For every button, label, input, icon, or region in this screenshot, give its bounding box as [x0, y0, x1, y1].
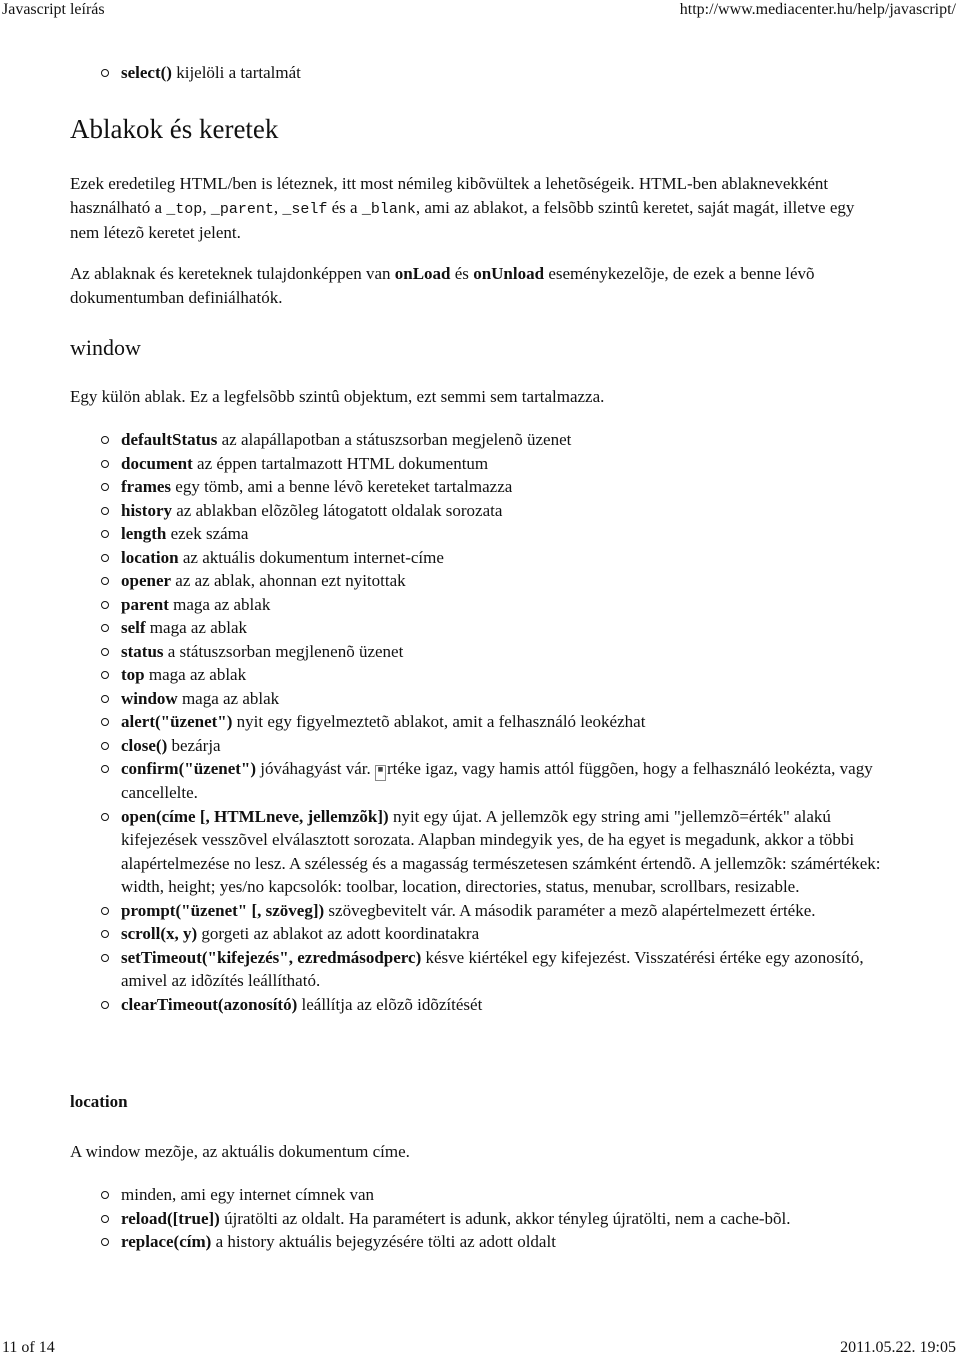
- list-item: [121, 663, 891, 687]
- item-desc: minden, ami egy internet címnek van: [121, 1185, 375, 1204]
- item-term: scroll(x, y): [121, 924, 198, 943]
- item-desc: az az ablak, ahonnan ezt nyitottak: [171, 571, 406, 590]
- sep: és: [450, 264, 474, 283]
- missing-glyph-icon: ■: [375, 765, 386, 781]
- item-term: clearTimeout(azonosító): [121, 994, 298, 1014]
- item-desc-continued: rtéke igaz, vagy hamis attól függõen, hogy a felhasználó leokézta, vagy cancellelte.: [121, 759, 873, 802]
- item-term: defaultStatus: [121, 430, 218, 449]
- item-desc: az éppen tartalmazott HTML dokumentum: [192, 453, 489, 473]
- item-desc: nyit egy újat. A jellemzõk egy string ami "jellemzõ=érték" alakú kifejezések vesszõvel elválasztott sorozata. Alapban mindegyik yes, de ha egyet is megadunk, akkor a többi alapértelmezése no lesz. A szélesség és a magasság természetesen számként értendõ. A jellemzõk: számértékek: width, height; yes/no kapcsolók: toolbar, location, directories, status, menubar, scrollbars, resizable.: [121, 806, 881, 896]
- section-intro-paragraph: [70, 172, 885, 245]
- item-term: replace(cím): [121, 1232, 212, 1251]
- item-desc: ezek száma: [166, 524, 249, 543]
- list-item: [121, 1230, 891, 1254]
- list-item: [121, 757, 891, 805]
- item-term: prompt("üzenet" [, szöveg]): [121, 900, 325, 920]
- events-text-end: eseménykezelõje, de ezek a benne lévõ dokumentumban definiálhatók.: [70, 264, 815, 307]
- list-item: [121, 593, 891, 617]
- item-term: alert("üzenet"): [121, 712, 233, 731]
- item-term: frames: [121, 477, 172, 496]
- item-term: close(): [121, 735, 168, 755]
- item-desc: az aktuális dokumentum internet-címe: [178, 547, 444, 567]
- list-item: [121, 546, 891, 570]
- item-desc: késve kiértékel egy kifejezést. Visszatérési értéke egy azonosító, amivel az idõzítés leállítható.: [121, 947, 864, 990]
- list-item: [121, 687, 891, 711]
- item-term: top: [121, 665, 145, 684]
- intro-text: Ezek eredetileg HTML/ben is léteznek, itt most némileg kibõvültek a lehetõségeik. HTML-ben ablaknevekként használható a: [70, 174, 829, 217]
- sep: és a: [327, 197, 362, 217]
- events-text: Az ablaknak és kereteknek tulajdonképpen van: [70, 264, 395, 283]
- onload-term: onLoad: [394, 264, 451, 283]
- list-item: [121, 710, 891, 734]
- list-item: [121, 616, 891, 640]
- item-term: length: [121, 524, 167, 543]
- item-term: status: [121, 641, 164, 661]
- item-desc: bezárja: [167, 735, 221, 755]
- window-heading: window: [70, 335, 141, 360]
- item-desc: maga az ablak: [177, 688, 280, 708]
- item-term: parent: [121, 594, 169, 614]
- list-item: [121, 1183, 891, 1207]
- item-desc: újratölti az oldalt. Ha paramétert is adunk, akkor tényleg újratölti, nem a cache-bõl.: [219, 1208, 791, 1228]
- item-term: select(): [121, 63, 172, 82]
- list-item: [121, 640, 891, 664]
- item-term: opener: [121, 571, 172, 590]
- location-description: A window mezõje, az aktuális dokumentum címe.: [70, 1142, 410, 1161]
- item-term: reload([true]): [121, 1208, 220, 1228]
- item-desc: nyit egy figyelmeztetõ ablakot, amit a felhasználó leokézhat: [232, 712, 646, 731]
- window-description: Egy külön ablak. Ez a legfelsõbb szintû objektum, ezt semmi sem tartalmazza.: [70, 387, 605, 406]
- item-desc: a státuszsorban megjlenenõ üzenet: [163, 641, 404, 661]
- list-item: [121, 522, 891, 546]
- print-timestamp: 2011.05.22. 19:05: [840, 1339, 956, 1356]
- item-term: document: [121, 453, 193, 473]
- item-desc: az ablakban elõzõleg látogatott oldalak sorozata: [172, 500, 503, 520]
- item-term: location: [121, 547, 179, 567]
- item-term: confirm("üzenet"): [121, 759, 256, 778]
- item-desc: gorgeti az ablakot az adott koordinatakra: [197, 924, 480, 943]
- section-title: Ablakok és keretek: [70, 114, 279, 144]
- list-item: [121, 1207, 891, 1231]
- code-self: _self: [282, 200, 328, 218]
- code-parent: _parent: [210, 200, 274, 218]
- list-item: [121, 499, 891, 523]
- item-desc: jóváhagyást vár.: [256, 759, 375, 778]
- sep: ,: [273, 197, 283, 217]
- item-term: history: [121, 500, 172, 520]
- item-desc: egy tömb, ami a benne lévõ kereteket tartalmazza: [171, 477, 513, 496]
- window-members-list: [121, 428, 891, 1016]
- item-term: self: [121, 618, 146, 637]
- list-item: [121, 922, 891, 946]
- item-desc: maga az ablak: [168, 594, 271, 614]
- section-events-paragraph: [70, 262, 885, 309]
- list-item: [121, 569, 891, 593]
- item-desc: szövegbevitelt vár. A második paraméter a mezõ alapértelmezett értéke.: [324, 900, 816, 920]
- page-counter: 11 of 14: [2, 1339, 55, 1356]
- item-desc: a history aktuális bejegyzésére tölti az adott oldalt: [211, 1232, 556, 1251]
- item-desc: kijelöli a tartalmát: [171, 63, 301, 82]
- item-term: open(címe [, HTMLneve, jellemzõk]): [121, 806, 389, 826]
- item-term: window: [121, 688, 178, 708]
- top-list: [121, 61, 891, 85]
- intro-text-end: , ami az ablakot, a felsõbb szintû keretet, saját magát, illetve egy nem létezõ keretet jelent.: [70, 197, 855, 242]
- item-desc: az alapállapotban a státuszsorban megjelenõ üzenet: [217, 430, 572, 449]
- item-desc: maga az ablak: [145, 618, 248, 637]
- list-item: [121, 734, 891, 758]
- item-desc: leállítja az elõzõ idõzítését: [297, 994, 483, 1014]
- onunload-term: onUnload: [473, 264, 545, 283]
- item-desc: maga az ablak: [144, 665, 247, 684]
- list-item: [121, 946, 891, 993]
- sep: ,: [202, 197, 211, 217]
- list-item: [121, 899, 891, 923]
- page-header-title: Javascript leírás: [2, 1, 105, 18]
- list-item: [121, 475, 891, 499]
- list-item: [121, 993, 891, 1017]
- list-item: [121, 805, 891, 899]
- location-heading: location: [70, 1092, 128, 1111]
- location-members-list: [121, 1183, 891, 1254]
- code-top: _top: [166, 200, 203, 218]
- page-header-url: http://www.mediacenter.hu/help/javascript/: [679, 1, 956, 18]
- code-blank: _blank: [361, 200, 416, 218]
- item-term: setTimeout("kifejezés", ezredmásodperc): [121, 947, 422, 967]
- list-item: [121, 452, 891, 476]
- list-item: [121, 61, 891, 85]
- list-item: [121, 428, 891, 452]
